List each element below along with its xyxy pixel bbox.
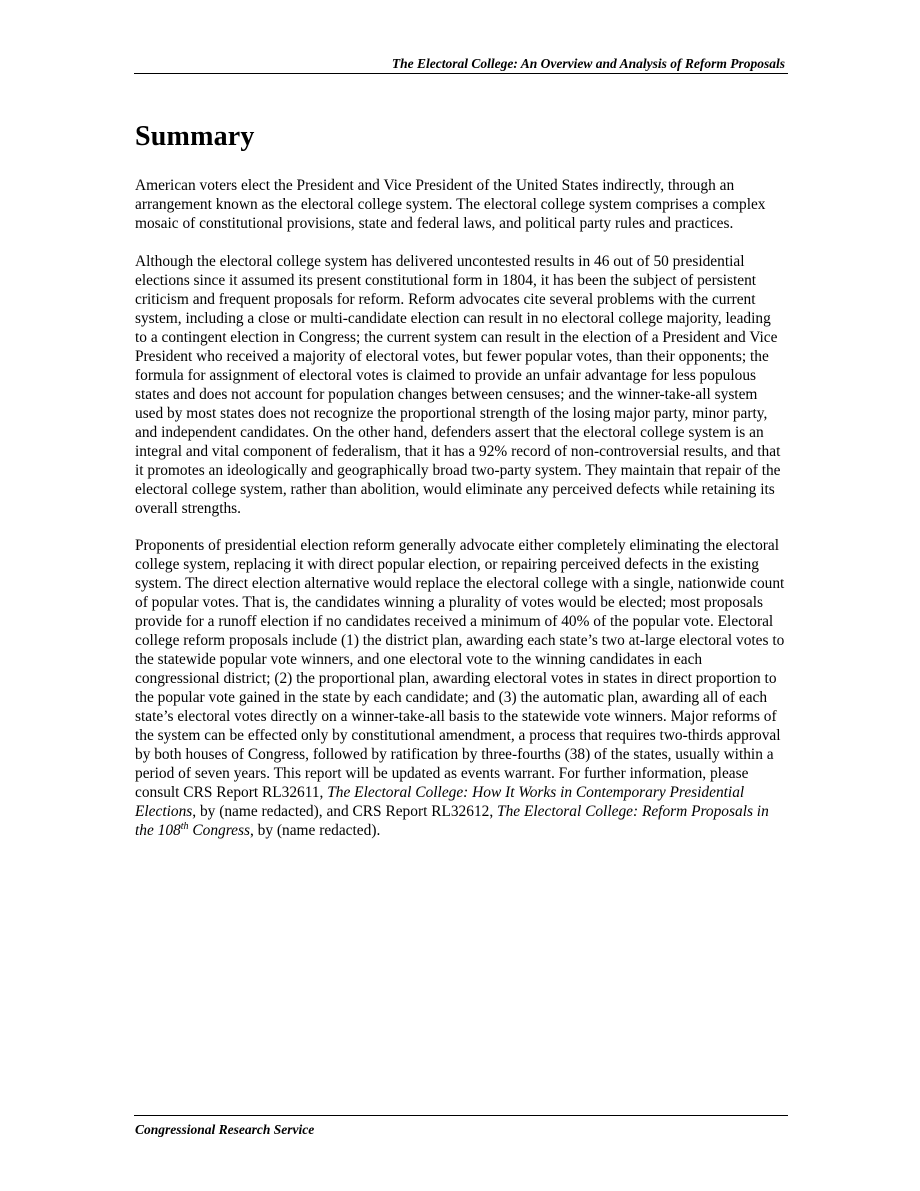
paragraph-1: American voters elect the President and Vice President of the United States indirectly, through an arrangement known as the electoral college system. The electoral college system comprises a complex mosaic of constitutional provisions, state and federal laws, and political party rules and practices. [135, 177, 766, 232]
running-header [134, 55, 788, 74]
paragraph-3-mid-text: , by (name redacted), and CRS Report RL32612, [192, 803, 498, 820]
report-title-rl32612-start: The Electoral College: Reform Proposals in the 108 [135, 803, 769, 839]
page-footer [134, 1115, 788, 1137]
report-title-rl32612-end: Congress [188, 822, 250, 839]
section-heading: Summary [135, 121, 255, 152]
paragraph-2: Although the electoral college system has delivered uncontested results in 46 out of 50 presidential elections since it assumed its present constitutional form in 1804, it has been the subject of persistent criticism and frequent proposals for reform. Reform advocates cite several problems with the current system, including a close or multi-candidate election can result in no electoral college majority, leading to a contingent election in Congress; the current system can result in the election of a President and Vice President who received a majority of electoral votes, but fewer popular votes, than their opponents; the formula for assignment of electoral votes is claimed to provide an unfair advantage for less populous states and does not account for population changes between censuses; and the winner-take-all system used by most states does not recognize the proportional strength of the losing major party, minor party, and independent candidates. On the other hand, defenders assert that the electoral college system is an integral and vital component of federalism, that it has a 92% record of non-controversial results, and that it promotes an ideologically and geographically broad two-party system. They maintain that repair of the electoral college system, rather than abolition, would eliminate any perceived defects while retaining its overall strengths. [135, 252, 781, 517]
running-header-title: The Electoral College: An Overview and Analysis of Reform Proposals [391, 56, 785, 71]
summary-body [135, 176, 785, 859]
ordinal-superscript: th [180, 820, 189, 832]
paragraph-3 [135, 536, 785, 840]
paragraph-3-end-text: , by (name redacted). [249, 822, 381, 839]
paragraph-3-main-text: Proponents of presidential election reform generally advocate either completely eliminating the electoral college system, replacing it with direct popular election, or repairing perceived defects in the existing system. The direct election alternative would replace the electoral college with a single, nationwide count of popular votes. That is, the candidates winning a plurality of votes would be elected; most proposals provide for a runoff election if no candidates received a minimum of 40% of the popular vote. Electoral college reform proposals include (1) the district plan, awarding each state’s two at-large electoral votes to the statewide popular vote winners, and one electoral vote to the winning candidates in each congressional district; (2) the proportional plan, awarding electoral votes in states in direct proportion to the popular vote gained in the state by each candidate; and (3) the automatic plan, awarding all of each state’s electoral votes directly on a winner-take-all basis to the statewide vote winners. Major reforms of the system can be effected only by constitutional amendment, a process that requires two-thirds approval by both houses of Congress, followed by ratification by three-fourths (38) of the states, usually within a period of seven years. This report will be updated as events warrant. For further information, please consult CRS Report RL32611, [135, 537, 785, 801]
footer-organization: Congressional Research Service [135, 1122, 315, 1137]
report-title-rl32611: The Electoral College: How It Works in Contemporary Presidential Elections [135, 784, 745, 820]
